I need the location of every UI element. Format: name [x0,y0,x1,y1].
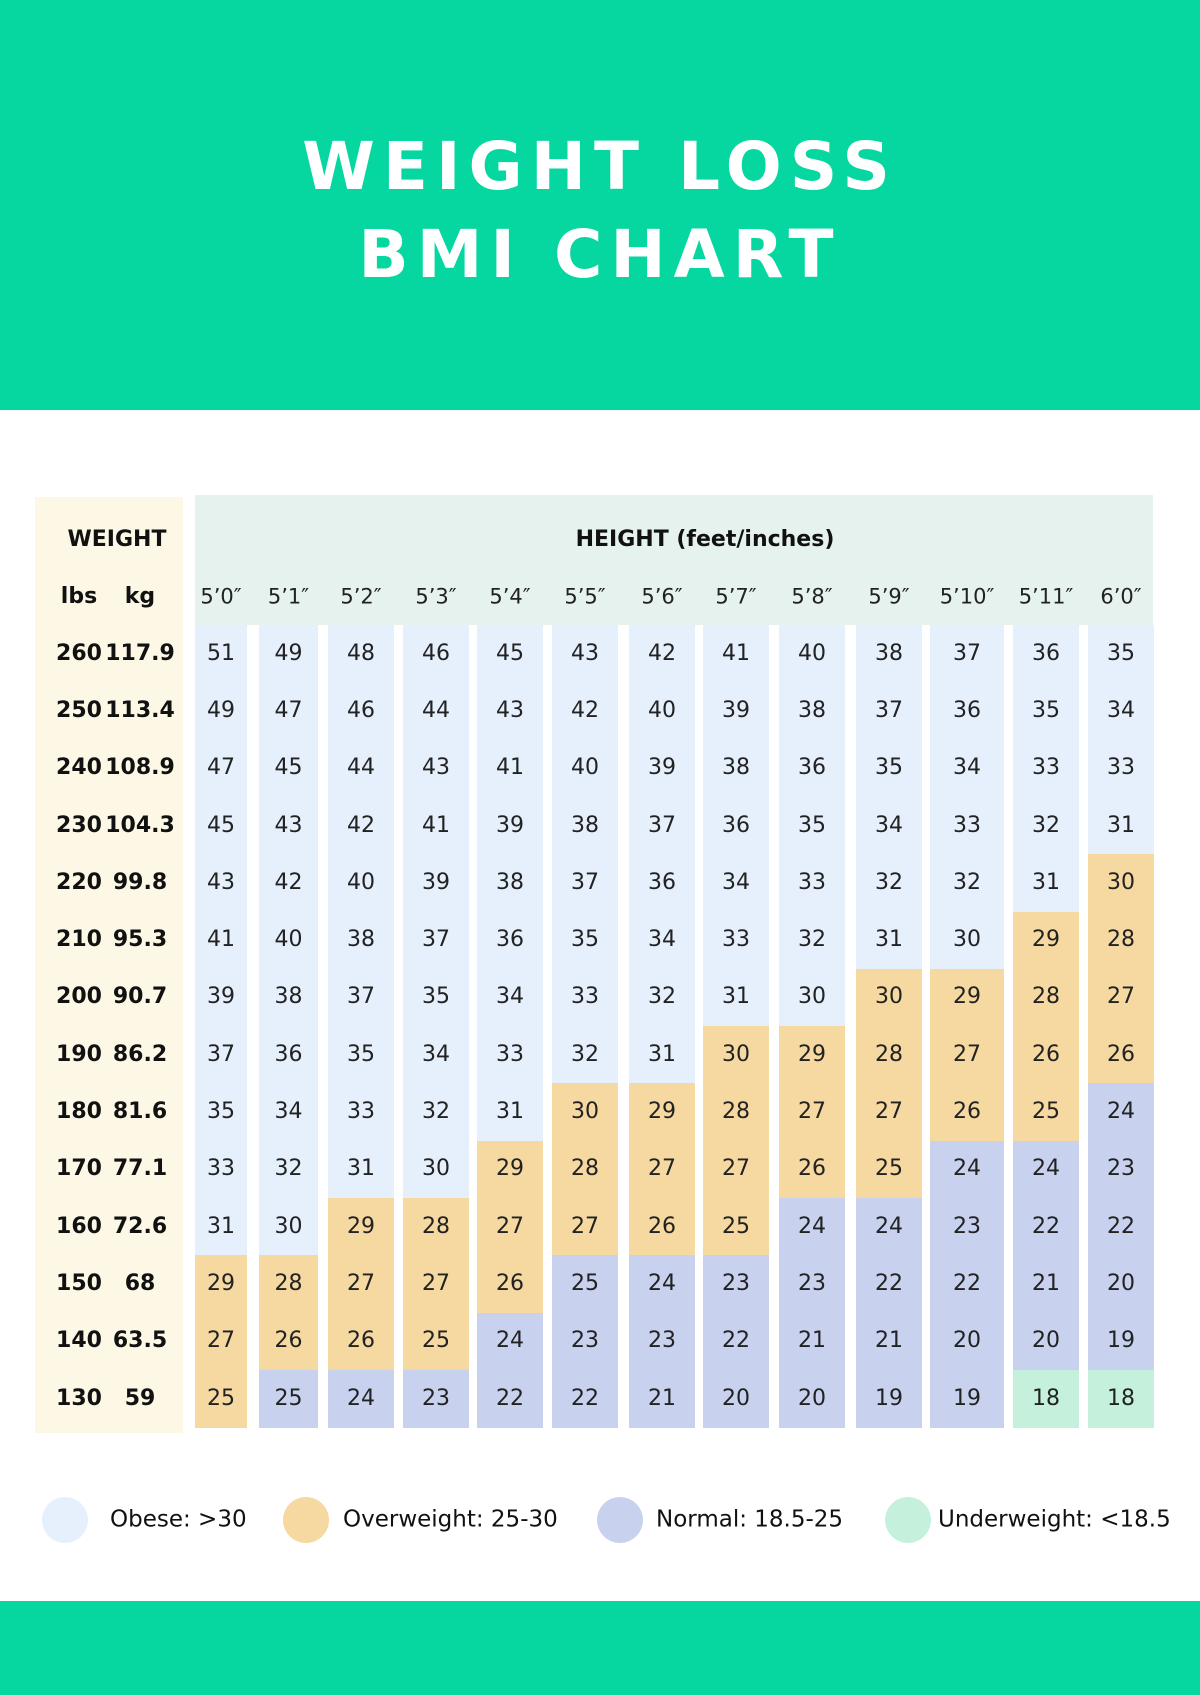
bmi-value: 37 [347,984,375,1010]
bmi-value: 23 [798,1270,826,1296]
bmi-value: 25 [571,1270,599,1296]
bmi-value: 30 [422,1156,450,1182]
bmi-value: 34 [1107,697,1135,723]
bmi-value: 22 [722,1328,750,1354]
bmi-value: 43 [571,640,599,666]
bmi-value: 28 [571,1156,599,1182]
bmi-value: 34 [722,869,750,895]
bmi-value: 40 [274,927,303,953]
bmi-value: 38 [875,640,903,666]
bmi-value: 42 [648,640,676,666]
bmi-value: 21 [1032,1270,1060,1296]
bmi-value: 34 [953,755,981,781]
weight-lbs: 210 [56,927,102,953]
bmi-value: 23 [953,1213,981,1239]
bmi-value: 26 [953,1099,981,1125]
bmi-value: 37 [207,1041,235,1067]
legend-label: Obese: >30 [110,1506,247,1533]
bmi-value: 40 [798,640,826,666]
bmi-value: 32 [571,1041,599,1067]
bmi-value: 34 [422,1041,450,1067]
bmi-value: 22 [1032,1213,1060,1239]
bmi-value: 38 [496,869,524,895]
bmi-value: 29 [648,1099,676,1125]
bmi-value: 32 [422,1099,450,1125]
bmi-value: 46 [422,640,450,666]
bmi-value: 35 [1032,697,1060,723]
bmi-value: 31 [1032,869,1060,895]
bmi-value: 25 [422,1328,450,1354]
bmi-value: 33 [207,1156,235,1182]
bmi-value: 29 [953,984,981,1010]
weight-kg: 90.7 [112,984,168,1010]
bmi-value: 34 [875,812,903,838]
bmi-value: 38 [347,927,375,953]
bmi-value: 33 [798,869,826,895]
legend-swatch-normal [597,1497,643,1543]
bmi-value: 24 [798,1213,826,1239]
bmi-value: 25 [1032,1099,1060,1125]
bmi-value: 43 [496,697,524,723]
weight-lbs: 250 [56,697,102,723]
bmi-value: 41 [207,927,235,953]
weight-kg: 86.2 [112,1041,168,1067]
bmi-value: 21 [798,1328,826,1354]
bmi-value: 33 [953,812,981,838]
bmi-value: 38 [571,812,599,838]
bmi-value: 37 [648,812,676,838]
bmi-value: 28 [722,1099,750,1125]
legend-label: Underweight: <18.5 [938,1506,1171,1533]
bmi-value: 41 [422,812,450,838]
bmi-value: 40 [347,869,375,895]
bmi-value: 37 [875,697,903,723]
bmi-value: 40 [648,697,676,723]
bmi-value: 36 [1032,640,1060,666]
height-label: 5’5″ [564,584,606,609]
bmi-value: 26 [274,1328,303,1354]
weight-lbs: 160 [56,1213,102,1239]
bmi-value: 27 [798,1099,826,1125]
bmi-value: 34 [496,984,524,1010]
bmi-value: 30 [798,984,826,1010]
bmi-value: 38 [722,755,750,781]
bmi-value: 18 [1107,1385,1135,1411]
bmi-value: 33 [722,927,750,953]
bmi-value: 27 [207,1328,235,1354]
bmi-value: 31 [347,1156,375,1182]
bmi-value: 22 [496,1385,524,1411]
bmi-value: 35 [422,984,450,1010]
bmi-value: 20 [1032,1328,1060,1354]
bmi-value: 43 [422,755,450,781]
bmi-value: 20 [1107,1270,1135,1296]
bmi-value: 43 [274,812,303,838]
bmi-value: 34 [648,927,676,953]
bmi-value: 39 [648,755,676,781]
height-label: 5’1″ [267,584,310,609]
bmi-value: 22 [875,1270,903,1296]
bmi-value: 32 [1032,812,1060,838]
bmi-value: 30 [875,984,903,1010]
weight-lbs: 150 [56,1270,102,1296]
weight-kg: 77.1 [112,1156,168,1182]
height-label: 5’9″ [868,584,910,609]
bmi-value: 24 [1032,1156,1060,1182]
weight-lbs: 130 [56,1385,102,1411]
weight-kg: 99.8 [112,869,168,895]
bmi-value: 24 [496,1328,524,1354]
bmi-value: 33 [1107,755,1135,781]
weight-kg: 95.3 [112,927,168,953]
bmi-value: 41 [722,640,750,666]
height-label: 5’10″ [939,584,995,609]
bmi-value: 33 [496,1041,524,1067]
bmi-value: 23 [648,1328,676,1354]
weight-kg: 59 [124,1385,156,1411]
height-label: 5’2″ [340,584,382,609]
bmi-value: 34 [274,1099,303,1125]
bmi-value: 21 [875,1328,903,1354]
bmi-value: 33 [571,984,599,1010]
bmi-value: 22 [953,1270,981,1296]
bmi-value: 30 [953,927,981,953]
height-label: 5’3″ [415,584,457,609]
bmi-value: 26 [1107,1041,1135,1067]
lbs-header: lbs [60,584,98,609]
bmi-value: 26 [648,1213,676,1239]
weight-lbs: 140 [56,1328,102,1354]
bmi-value: 26 [1032,1041,1060,1067]
bmi-value: 28 [875,1041,903,1067]
bmi-value: 20 [722,1385,750,1411]
bmi-value: 30 [571,1099,599,1125]
bmi-value: 23 [422,1385,450,1411]
bmi-value: 30 [722,1041,750,1067]
bmi-value: 27 [875,1099,903,1125]
bmi-value: 46 [347,697,375,723]
bmi-value: 49 [207,697,235,723]
bmi-value: 51 [207,640,235,666]
bmi-value: 48 [347,640,375,666]
bmi-value: 21 [648,1385,676,1411]
bmi-value: 47 [274,697,303,723]
bmi-value: 39 [496,812,524,838]
weight-header: WEIGHT [67,527,167,552]
bmi-value: 27 [953,1041,981,1067]
bmi-value: 29 [207,1270,235,1296]
bmi-value: 25 [722,1213,750,1239]
bmi-value: 27 [347,1270,375,1296]
weight-kg: 117.9 [105,640,175,666]
height-header: HEIGHT (feet/inches) [575,527,835,552]
weight-lbs: 180 [56,1099,102,1125]
bmi-value: 31 [496,1099,524,1125]
bmi-value: 28 [1107,927,1135,953]
bmi-value: 36 [953,697,981,723]
bmi-value: 35 [798,812,826,838]
weight-kg: 108.9 [105,755,175,781]
bmi-value: 19 [953,1385,981,1411]
bmi-value: 24 [875,1213,903,1239]
bmi-value: 26 [496,1270,524,1296]
height-label: 5’4″ [489,584,531,609]
weight-kg: 81.6 [112,1099,168,1125]
legend-swatch-obese [42,1497,88,1543]
height-label: 5’7″ [715,584,757,609]
bmi-value: 44 [422,697,450,723]
bmi-value: 47 [207,755,235,781]
weight-lbs: 200 [56,984,102,1010]
bmi-value: 39 [422,869,450,895]
bmi-value: 45 [496,640,524,666]
bmi-value: 43 [207,869,235,895]
bmi-value: 39 [207,984,235,1010]
bmi-value: 40 [571,755,599,781]
bmi-value: 29 [798,1041,826,1067]
footer-band [0,1601,1200,1695]
bmi-value: 25 [274,1385,303,1411]
bmi-value: 28 [422,1213,450,1239]
height-label: 5’8″ [791,584,833,609]
bmi-value: 33 [1032,755,1060,781]
bmi-value: 36 [648,869,676,895]
bmi-value: 42 [274,869,303,895]
bmi-value: 27 [571,1213,599,1239]
weight-lbs: 240 [56,755,102,781]
bmi-value: 35 [571,927,599,953]
bmi-value: 49 [274,640,303,666]
weight-lbs: 230 [56,812,102,838]
title-line-1: WEIGHT LOSS [302,128,898,205]
bmi-value: 27 [422,1270,450,1296]
bmi-value: 27 [496,1213,524,1239]
height-label: 5’6″ [641,584,683,609]
bmi-value: 37 [571,869,599,895]
bmi-value: 24 [347,1385,375,1411]
height-label: 5’0″ [200,584,242,609]
weight-lbs: 190 [56,1041,102,1067]
bmi-value: 42 [347,812,375,838]
weight-kg: 63.5 [112,1328,168,1354]
bmi-value: 32 [953,869,981,895]
bmi-value: 29 [347,1213,375,1239]
bmi-value: 23 [571,1328,599,1354]
bmi-value: 29 [1032,927,1060,953]
weight-kg: 113.4 [105,697,175,723]
bmi-value: 45 [207,812,235,838]
weight-lbs: 260 [56,640,102,666]
bmi-value: 37 [953,640,981,666]
bmi-value: 31 [722,984,750,1010]
bmi-value: 26 [347,1328,375,1354]
bmi-value: 36 [274,1041,303,1067]
bmi-value: 18 [1032,1385,1060,1411]
title-banner [0,0,1200,410]
bmi-value: 19 [875,1385,903,1411]
bmi-value: 39 [722,697,750,723]
bmi-value: 32 [798,927,826,953]
bmi-value: 32 [875,869,903,895]
bmi-value: 27 [648,1156,676,1182]
bmi-value: 23 [1107,1156,1135,1182]
bmi-value: 26 [798,1156,826,1182]
bmi-value: 44 [347,755,375,781]
legend-swatch-overweight [283,1497,329,1543]
bmi-value: 24 [1107,1099,1135,1125]
bmi-value: 20 [953,1328,981,1354]
bmi-value: 30 [274,1213,303,1239]
bmi-value: 45 [274,755,303,781]
bmi-value: 38 [274,984,303,1010]
bmi-value: 35 [347,1041,375,1067]
bmi-value: 29 [496,1156,524,1182]
bmi-value: 31 [207,1213,235,1239]
bmi-value: 31 [1107,812,1135,838]
bmi-value: 30 [1107,869,1135,895]
weight-lbs: 170 [56,1156,102,1182]
weight-kg: 104.3 [105,812,175,838]
bmi-value: 36 [722,812,750,838]
title-line-2: BMI CHART [358,216,842,293]
bmi-value: 38 [798,697,826,723]
bmi-value: 42 [571,697,599,723]
bmi-value: 27 [722,1156,750,1182]
bmi-value: 23 [722,1270,750,1296]
bmi-value: 27 [1107,984,1135,1010]
bmi-value: 28 [274,1270,303,1296]
weight-kg: 72.6 [112,1213,168,1239]
bmi-value: 22 [1107,1213,1135,1239]
bmi-value: 20 [798,1385,826,1411]
legend-swatch-underweight [885,1497,931,1543]
weight-lbs: 220 [56,869,102,895]
bmi-value: 19 [1107,1328,1135,1354]
legend-label: Normal: 18.5-25 [656,1506,844,1533]
kg-header: kg [124,584,156,609]
weight-kg: 68 [124,1270,156,1296]
bmi-value: 22 [571,1385,599,1411]
bmi-value: 31 [875,927,903,953]
bmi-value: 31 [648,1041,676,1067]
bmi-value: 35 [207,1099,235,1125]
bmi-value: 24 [648,1270,676,1296]
bmi-value: 36 [798,755,826,781]
bmi-value: 32 [274,1156,303,1182]
legend-label: Overweight: 25-30 [343,1506,558,1533]
bmi-value: 32 [648,984,676,1010]
height-label: 5’11″ [1018,584,1074,609]
bmi-value: 25 [207,1385,235,1411]
bmi-value: 37 [422,927,450,953]
height-label: 6’0″ [1100,584,1142,609]
bmi-value: 35 [1107,640,1135,666]
bmi-value: 28 [1032,984,1060,1010]
bmi-value: 36 [496,927,524,953]
bmi-value: 35 [875,755,903,781]
bmi-value: 41 [496,755,524,781]
bmi-value: 33 [347,1099,375,1125]
bmi-value: 24 [953,1156,981,1182]
bmi-value: 25 [875,1156,903,1182]
